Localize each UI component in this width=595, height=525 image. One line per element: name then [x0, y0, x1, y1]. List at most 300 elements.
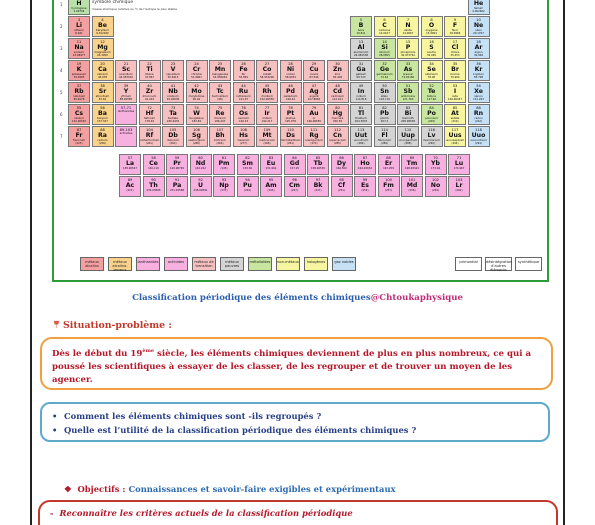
- element-number: 51: [405, 84, 411, 88]
- element-number: 115: [404, 128, 412, 132]
- element-symbol: Br: [451, 66, 459, 73]
- element-number: 7: [406, 18, 410, 22]
- element-symbol: Th: [149, 182, 158, 189]
- element-symbol: Cl: [451, 44, 459, 51]
- element-symbol: Si: [381, 44, 388, 51]
- legend-swatch: métaux alcalino-terreux: [108, 257, 132, 271]
- element-name: polonium: [424, 116, 439, 120]
- element-symbol: Os: [239, 110, 248, 117]
- element-number: 12: [100, 40, 105, 44]
- element-cell: [209, 126, 231, 147]
- periodic-table-image: [52, 0, 549, 282]
- element-mass: 112.411: [332, 98, 343, 101]
- element-cell: [115, 104, 137, 125]
- element-mass: 238.02891: [193, 189, 208, 192]
- element-number: 46: [288, 84, 293, 88]
- element-mass: (288): [404, 142, 412, 145]
- element-cell: [213, 154, 235, 175]
- element-mass: 107.8682: [307, 98, 321, 101]
- element-name: bismuth: [402, 116, 414, 120]
- element-cell: [421, 60, 443, 81]
- element-symbol: Fr: [75, 132, 83, 139]
- element-mass: 140.116: [148, 167, 159, 170]
- legend-swatch: métaux alcalins: [80, 257, 104, 271]
- element-symbol: Uup: [401, 132, 415, 139]
- element-symbol: As: [403, 66, 413, 73]
- element-mass: (251): [338, 189, 345, 192]
- element-cell: [256, 60, 278, 81]
- element-cell: [444, 82, 466, 103]
- element-mass: 18.9984: [449, 32, 461, 35]
- element-cell: [397, 104, 419, 125]
- element-cell: [401, 154, 423, 175]
- element-symbol: F: [452, 22, 458, 29]
- element-cell: [421, 38, 443, 59]
- element-cell: [233, 60, 255, 81]
- element-symbol: Rn: [473, 110, 484, 117]
- element-number: 107: [216, 128, 224, 132]
- objectif-item: Reconnaître les critères actuels de la classification périodique: [59, 508, 353, 518]
- element-number: 83: [405, 106, 411, 110]
- element-number: 21: [123, 62, 129, 66]
- element-cell: [284, 154, 306, 175]
- element-name: xénon: [474, 94, 483, 98]
- element-name: ununtrium: [353, 138, 369, 142]
- element-number: 59: [174, 156, 180, 160]
- element-cell: [303, 104, 325, 125]
- element-name: dubnium: [166, 138, 180, 142]
- element-cell: [260, 154, 282, 175]
- element-cell: [186, 82, 208, 103]
- element-symbol: Po: [427, 110, 436, 117]
- element-number: 78: [288, 106, 293, 110]
- element-cell: [68, 126, 90, 147]
- element-name: baryum: [97, 116, 108, 120]
- element-name: hydrogène: [71, 6, 87, 10]
- element-name: copernicium: [328, 138, 347, 142]
- element-mass: 157.25: [289, 167, 300, 170]
- element-number: 94: [245, 178, 250, 182]
- diamond-bullet-icon: ❖: [64, 484, 72, 494]
- element-number: 79: [311, 106, 317, 110]
- element-mass: (98): [217, 98, 223, 101]
- questions-box: [40, 402, 550, 442]
- element-mass: 114.818: [355, 98, 367, 101]
- element-symbol: Xe: [474, 88, 483, 95]
- element-cell: [115, 82, 137, 103]
- element-cell: [237, 154, 259, 175]
- element-number: 117: [451, 128, 459, 132]
- element-mass: (227): [126, 189, 134, 192]
- element-symbol: Ta: [169, 110, 177, 117]
- element-mass: 65.409: [332, 76, 343, 79]
- element-number: 88: [100, 128, 105, 132]
- element-number: 22: [147, 62, 152, 66]
- objectifs-heading: [64, 484, 396, 494]
- element-cell: [237, 176, 259, 197]
- element-number: 89-103: [119, 128, 133, 132]
- element-cell: [115, 126, 137, 147]
- element-cell: [280, 82, 302, 103]
- element-cell: [397, 38, 419, 59]
- element-cell: [68, 0, 90, 15]
- element-mass: 164.93032: [357, 167, 373, 170]
- element-name: thallium: [355, 116, 367, 120]
- element-name: fluor: [451, 28, 459, 32]
- element-mass: (266): [193, 142, 200, 145]
- element-cell: [280, 126, 302, 147]
- element-symbol: Yb: [431, 160, 440, 167]
- element-number: 81: [358, 106, 364, 110]
- element-number: 58: [151, 156, 156, 160]
- element-cell: [92, 16, 114, 37]
- element-mass: 106.42: [285, 98, 296, 101]
- element-name: lithium: [74, 28, 84, 32]
- element-symbol: Ar: [474, 44, 483, 51]
- element-symbol: Tc: [216, 88, 224, 95]
- pin-icon: [52, 320, 61, 329]
- element-symbol: Al: [357, 44, 365, 51]
- element-number: 106: [193, 128, 200, 132]
- element-number: 4: [101, 18, 104, 22]
- question-item: • Comment les éléments chimiques sont -ils regroupés ?: [52, 409, 538, 423]
- element-mass: 195.078: [285, 120, 296, 123]
- element-number: 84: [429, 106, 434, 110]
- element-cell: [468, 82, 490, 103]
- period-number: 2: [60, 24, 63, 29]
- element-cell: [256, 126, 278, 147]
- element-number: 27: [264, 62, 270, 66]
- element-name: seaborgium: [188, 138, 205, 142]
- element-symbol: Bh: [215, 132, 225, 139]
- element-name: platine: [285, 116, 296, 120]
- element-name: meitnerium: [258, 138, 276, 142]
- element-number: 28: [288, 62, 293, 66]
- element-cell: [162, 104, 184, 125]
- element-symbol: Tm: [406, 160, 418, 167]
- element-number: 93: [221, 178, 227, 182]
- element-number: 112: [334, 128, 341, 132]
- element-number: 108: [240, 128, 247, 132]
- element-mass: 28.0855: [379, 54, 390, 57]
- element-cell: [374, 60, 396, 81]
- element-name: fer: [241, 72, 246, 76]
- element-symbol: H: [76, 0, 82, 7]
- element-cell: [468, 60, 490, 81]
- element-cell: [354, 176, 376, 197]
- element-name: hafnium: [143, 116, 156, 120]
- element-name: gallium: [355, 72, 367, 76]
- element-name: bohrium: [214, 138, 226, 142]
- element-symbol: Uut: [354, 132, 368, 139]
- element-symbol: Cd: [333, 88, 342, 95]
- element-cell: [350, 126, 372, 147]
- element-symbol: Co: [262, 66, 272, 73]
- element-symbol: Sn: [380, 88, 389, 95]
- element-mass: 173.04: [430, 167, 441, 170]
- element-number: 67: [362, 156, 368, 160]
- element-mass: 39.948: [473, 54, 484, 57]
- element-symbol: Hs: [239, 132, 248, 139]
- situation-title: Situation-problème :: [63, 320, 172, 331]
- element-name: chlore: [450, 50, 460, 54]
- element-symbol: Na: [74, 44, 84, 51]
- element-mass: 127.60: [426, 98, 437, 101]
- element-number: 40: [147, 84, 152, 88]
- element-cell: [327, 82, 349, 103]
- element-cell: [92, 38, 114, 59]
- element-number: 31: [358, 62, 364, 66]
- element-name: rhénium: [214, 116, 226, 120]
- element-name: radon: [474, 116, 483, 120]
- element-name: molybdène: [188, 94, 205, 98]
- element-mass: 72.64: [380, 76, 389, 79]
- element-mass: 47.867: [144, 76, 155, 79]
- element-mass: 14.0067: [402, 32, 414, 35]
- element-mass: (259): [432, 189, 439, 192]
- element-name: césium: [74, 116, 84, 120]
- element-cell: [444, 60, 466, 81]
- element-mass: 192.217: [261, 120, 273, 123]
- element-number: 34: [429, 62, 434, 66]
- element-name: darmstadtium: [280, 138, 301, 142]
- element-name: krypton: [473, 72, 484, 76]
- element-number: 56: [100, 106, 105, 110]
- element-cell: [233, 104, 255, 125]
- element-symbol: Ce: [149, 160, 158, 167]
- element-mass: (292): [428, 142, 435, 145]
- element-number: 17: [452, 40, 458, 44]
- element-cell: [331, 176, 353, 197]
- element-cell: [92, 82, 114, 103]
- element-cell: [397, 60, 419, 81]
- element-cell: [378, 176, 400, 197]
- element-number: 15: [405, 40, 411, 44]
- element-name: magnésium: [94, 50, 111, 54]
- element-mass: 232.03806: [146, 189, 161, 192]
- element-cell: [468, 0, 490, 15]
- element-cell: [350, 38, 372, 59]
- element-cell: [468, 126, 490, 147]
- element-mass: 4.002602: [472, 10, 485, 13]
- element-number: 97: [315, 178, 321, 182]
- element-cell: [166, 154, 188, 175]
- element-mass: 88.90585: [119, 98, 133, 101]
- element-number: 41: [170, 84, 176, 88]
- element-mass: 101.07: [238, 98, 249, 101]
- element-mass: 10.811: [356, 32, 366, 35]
- element-cell: [143, 154, 165, 175]
- element-mass: 20.1797: [473, 32, 484, 35]
- element-symbol: Mg: [97, 44, 108, 51]
- element-cell: [260, 176, 282, 197]
- element-number: 54: [476, 84, 481, 88]
- element-symbol: Cf: [337, 182, 346, 189]
- element-name: francium: [72, 138, 86, 142]
- element-symbol: W: [193, 110, 200, 117]
- element-symbol: Y: [123, 88, 129, 95]
- element-mass: (289): [381, 142, 388, 145]
- element-name: yttrium: [120, 94, 132, 98]
- element-mass: (237): [220, 189, 228, 192]
- element-mass: 54.938049: [212, 76, 228, 79]
- element-cell: [256, 104, 278, 125]
- element-number: 63: [268, 156, 274, 160]
- element-symbol: Rf: [145, 132, 154, 139]
- element-cell: [92, 104, 114, 125]
- element-cell: [143, 176, 165, 197]
- element-cell: [327, 126, 349, 147]
- element-symbol: Md: [406, 182, 418, 189]
- element-number: 70: [433, 156, 438, 160]
- element-mass: (284): [357, 142, 365, 145]
- element-mass: (262): [455, 189, 463, 192]
- element-mass: 196.96655: [306, 120, 322, 123]
- legend-swatch: gaz nobles: [332, 257, 356, 271]
- element-number: 11: [76, 40, 82, 44]
- element-name: soufre: [427, 50, 436, 54]
- element-number: 9: [453, 18, 457, 22]
- element-cell: [468, 38, 490, 59]
- element-cell: [425, 154, 447, 175]
- element-symbol: Lu: [454, 160, 464, 167]
- element-symbol: Zn: [333, 66, 342, 73]
- element-symbol: Cn: [333, 132, 342, 139]
- element-number: 118: [475, 128, 482, 132]
- element-symbol: Re: [215, 110, 225, 117]
- element-symbol: Eu: [266, 160, 276, 167]
- element-name: astate: [450, 116, 460, 120]
- element-cell: [374, 38, 396, 59]
- element-mass: (285): [334, 142, 341, 145]
- caption-text: Classification périodique des éléments chimiques: [132, 293, 371, 303]
- legend-swatch: métaux pauvres: [220, 257, 244, 271]
- element-mass: 74.92160: [401, 76, 415, 79]
- element-name: oxygène: [425, 28, 438, 32]
- element-name: radium: [97, 138, 108, 142]
- element-number: 75: [217, 106, 223, 110]
- element-number: 77: [264, 106, 270, 110]
- element-number: 53: [452, 84, 458, 88]
- element-number: 116: [428, 128, 435, 132]
- element-name: osmium: [237, 116, 250, 120]
- element-symbol: Ga: [356, 66, 366, 73]
- element-number: 100: [385, 178, 392, 182]
- element-symbol: Ni: [286, 66, 295, 73]
- legend-swatch: non-métaux: [276, 257, 300, 271]
- element-number: 101: [408, 178, 416, 182]
- element-name: germanium: [376, 72, 393, 76]
- element-symbol: Ra: [98, 132, 107, 139]
- element-mass: 151.964: [265, 167, 277, 170]
- element-number: 62: [245, 156, 250, 160]
- element-mass: 91.224: [144, 98, 155, 101]
- element-symbol: Cu: [309, 66, 319, 73]
- element-number: 76: [241, 106, 246, 110]
- element-name: sélénium: [425, 72, 438, 76]
- element-name: roentgenium: [305, 138, 323, 142]
- element-mass: 35.453: [450, 54, 460, 57]
- element-symbol: Hf: [145, 110, 154, 117]
- element-cell: [448, 154, 470, 175]
- element-name: antimoine: [400, 94, 416, 98]
- element-name: néon: [475, 28, 482, 32]
- element-cell: [139, 104, 161, 125]
- element-cell: [68, 16, 90, 37]
- period-number: 6: [60, 112, 63, 117]
- element-symbol: Ca: [98, 66, 107, 73]
- element-mass: (262): [169, 142, 177, 145]
- element-mass: (281): [287, 142, 294, 145]
- element-mass: (210): [451, 120, 459, 123]
- element-number: 85: [452, 106, 458, 110]
- element-symbol: Cr: [192, 66, 201, 73]
- element-name: strontium: [95, 94, 110, 98]
- state-legend-item: primordial: [455, 257, 482, 271]
- element-cell: [378, 154, 400, 175]
- element-mass: 92.90638: [166, 98, 180, 101]
- legend-swatch: lanthanides: [136, 257, 160, 271]
- element-symbol: Ba: [98, 110, 107, 117]
- element-name: brome: [450, 72, 460, 76]
- element-name: hélium: [473, 6, 484, 10]
- element-name: rhodium: [261, 94, 273, 98]
- situation-text-end: siècle, les éléments chimiques deviennent de plus en plus nombreux, ce qui a poussé les scientifiques à essayer de les classer, de les regrouper et de trouver un moyen de les agencer.: [52, 348, 532, 385]
- element-mass: 207.2: [380, 120, 389, 123]
- element-mass: 85.4678: [73, 98, 85, 101]
- element-cell: [468, 104, 490, 125]
- element-cell: [213, 176, 235, 197]
- element-name: livermorium: [423, 138, 440, 142]
- element-number: 102: [432, 178, 439, 182]
- element-mass: (223): [75, 142, 83, 145]
- element-mass: 121.760: [402, 98, 414, 101]
- legend-swatch: halogènes: [304, 257, 328, 271]
- element-cell: [303, 82, 325, 103]
- element-cell: [186, 60, 208, 81]
- element-name: ruthénium: [236, 94, 251, 98]
- element-symbol: I: [453, 88, 457, 95]
- element-symbol: Rg: [309, 132, 319, 139]
- element-symbol: Pb: [380, 110, 389, 117]
- element-name: zinc: [334, 72, 341, 76]
- element-cell: [68, 38, 90, 59]
- element-cell: [468, 16, 490, 37]
- element-mass: (244): [244, 189, 251, 192]
- element-symbol: Ds: [286, 132, 295, 139]
- element-cell: [374, 82, 396, 103]
- element-symbol: Np: [219, 182, 229, 189]
- element-mass: 132.90545: [71, 120, 87, 123]
- element-mass: 178.49: [144, 120, 155, 123]
- element-name: argent: [309, 94, 319, 98]
- element-symbol: Uus: [448, 132, 462, 139]
- element-cell: [233, 82, 255, 103]
- element-mass: 83.798: [473, 76, 484, 79]
- element-mass: 150.36: [242, 167, 253, 170]
- legend-swatch: métalloïdes: [248, 257, 272, 271]
- element-number: 23: [170, 62, 176, 66]
- element-cell: [209, 104, 231, 125]
- element-cell: [401, 176, 423, 197]
- element-name: niobium: [167, 94, 179, 98]
- element-number: 57: [127, 156, 133, 160]
- element-symbol: Ir: [264, 110, 270, 117]
- element-symbol: Tl: [357, 110, 365, 117]
- element-mass: 102.90550: [259, 98, 275, 101]
- element-name: tellure: [427, 94, 436, 98]
- element-mass: 231.03588: [169, 189, 185, 192]
